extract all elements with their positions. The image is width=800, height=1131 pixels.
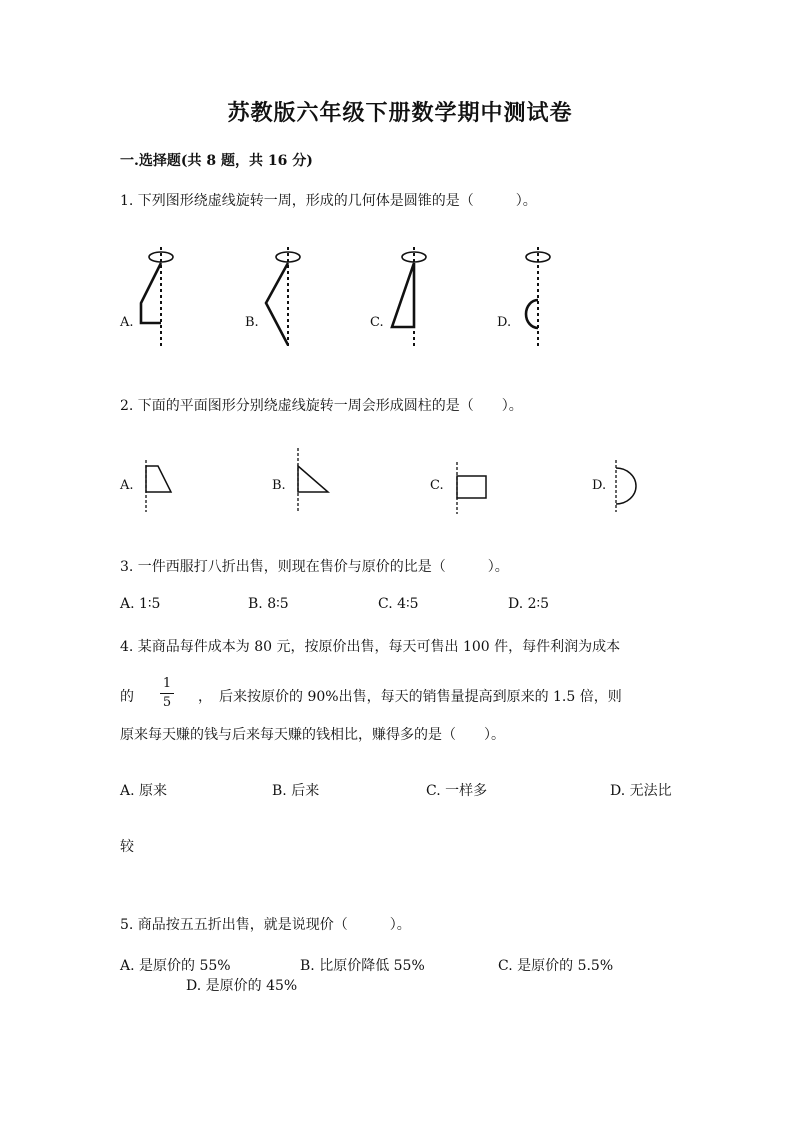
fraction-bar <box>160 693 174 694</box>
question-4-line-3: 原来每天赚的钱与后来每天赚的钱相比，赚得多的是（ ）。 <box>120 727 505 743</box>
q5-option-a: A. 是原价的 55% <box>120 958 231 974</box>
q2-option-d-label: D. <box>592 478 607 493</box>
q1-option-d-figure <box>512 245 557 350</box>
q2-option-b-figure <box>292 446 332 514</box>
q4-option-b: B. 后来 <box>272 783 320 799</box>
fraction-one-fifth <box>160 676 174 711</box>
q1-option-b-figure <box>262 245 307 350</box>
q2-option-d-figure <box>610 458 650 514</box>
q2-option-a-figure <box>140 458 180 514</box>
q3-option-a: A. 1∶5 <box>120 596 161 612</box>
q2-option-b-label: B. <box>272 478 286 493</box>
q1-option-d-label: D. <box>497 315 512 330</box>
q1-option-a-figure <box>135 245 180 350</box>
q4-option-a: A. 原来 <box>120 783 168 799</box>
fraction-denominator: 5 <box>162 695 172 710</box>
question-4-line-2-prefix: 的 <box>120 689 134 705</box>
q4-option-c: C. 一样多 <box>426 783 488 799</box>
q2-option-c-label: C. <box>430 478 444 493</box>
q4-option-d: D. 无法比 <box>610 783 672 799</box>
q3-option-c: C. 4∶5 <box>378 596 419 612</box>
page-title: 苏教版六年级下册数学期中测试卷 <box>227 100 573 126</box>
q1-option-b-label: B. <box>245 315 259 330</box>
q5-option-c: C. 是原价的 5.5% <box>498 958 614 974</box>
question-5-text: 5. 商品按五五折出售，就是说现价（ ）。 <box>120 917 411 933</box>
fraction-numerator: 1 <box>162 676 172 691</box>
question-1-text: 1. 下列图形绕虚线旋转一周，形成的几何体是圆锥的是（ ）。 <box>120 193 537 209</box>
q3-option-d: D. 2∶5 <box>508 596 550 612</box>
section-heading: 一.选择题(共 8 题，共 16 分) <box>120 153 313 169</box>
q1-option-a-label: A. <box>120 315 134 330</box>
question-3-text: 3. 一件西服打八折出售，则现在售价与原价的比是（ ）。 <box>120 559 509 575</box>
q2-option-a-label: A. <box>120 478 134 493</box>
q4-option-d-wrap: 较 <box>120 839 134 855</box>
q5-option-b: B. 比原价降低 55% <box>300 958 425 974</box>
question-4-line-1: 4. 某商品每件成本为 80 元，按原价出售，每天可售出 100 件，每件利润为成本 <box>120 639 621 655</box>
q1-option-c-label: C. <box>370 315 384 330</box>
question-4-line-2: ， 后来按原价的 90%出售，每天的销售量提高到原来的 1.5 倍，则 <box>198 689 622 705</box>
question-2-text: 2. 下面的平面图形分别绕虚线旋转一周会形成圆柱的是（ ）。 <box>120 398 523 414</box>
q3-option-b: B. 8∶5 <box>248 596 289 612</box>
q2-option-c-figure <box>452 460 492 516</box>
q5-option-d: D. 是原价的 45% <box>186 978 298 994</box>
q1-option-c-figure <box>388 245 433 350</box>
